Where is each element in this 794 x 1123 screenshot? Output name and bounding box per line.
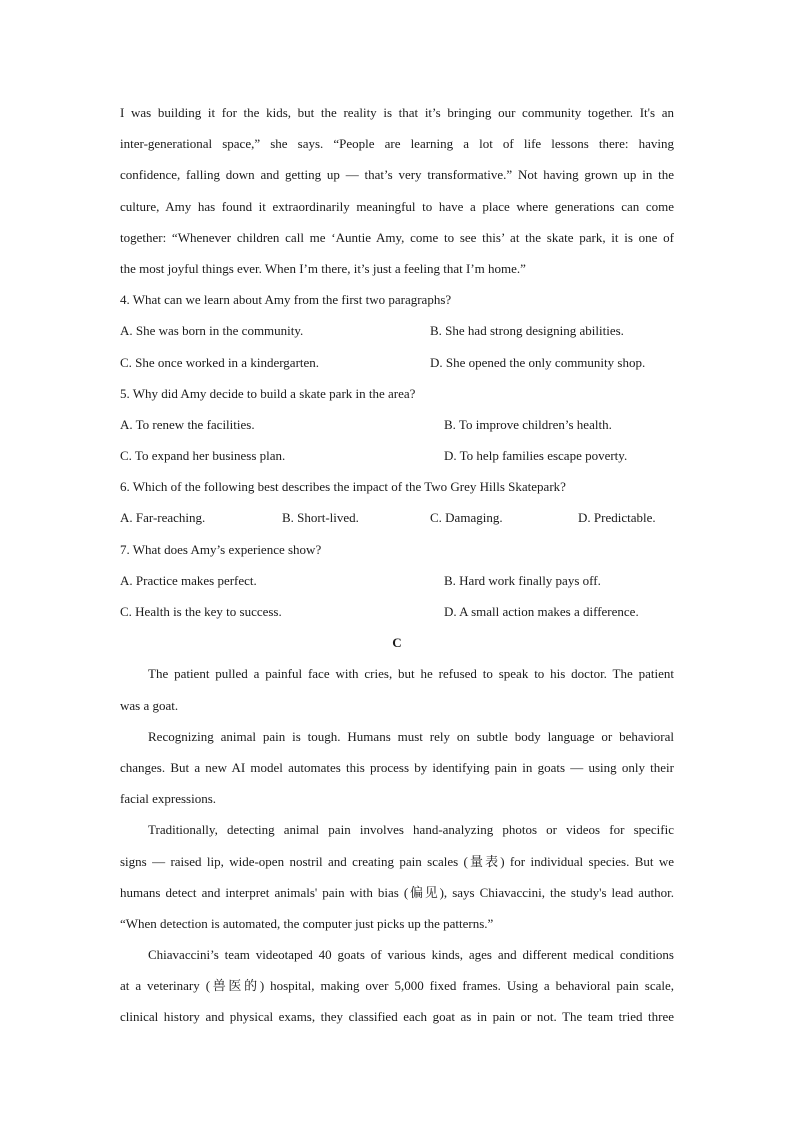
question-5: [120, 378, 674, 472]
option-b: B. Hard work finally pays off.: [444, 572, 601, 588]
paragraph-line: humans detect and interpret animals' pain with bias (偏见), says Chiavaccini, the study's lead author.: [120, 884, 674, 900]
paragraph-line: at a veterinary (兽医的) hospital, making over 5,000 fixed frames. Using a behavioral pain scale,: [120, 978, 674, 994]
option-d: D. A small action makes a difference.: [444, 604, 639, 619]
paragraph-line: culture, Amy has found it extraordinarily meaningful to have a place where generations can come: [120, 198, 674, 214]
paragraph-line: inter-generational space,” she says. “People are learning a lot of life lessons there: having: [120, 136, 674, 152]
paragraph-line: changes. But a new AI model automates this process by identifying pain in goats — using only their: [120, 759, 674, 775]
paragraph-line: Traditionally, detecting animal pain involves hand-analyzing photos or videos for specific: [148, 822, 674, 838]
paragraph-line: The patient pulled a painful face with cries, but he refused to speak to his doctor. The patient: [148, 666, 674, 682]
option-row: [120, 315, 674, 346]
paragraph-line: was a goat.: [120, 697, 179, 713]
passage-c: [120, 658, 674, 1032]
passage-b-continuation: [120, 97, 674, 284]
question-stem: 4. What can we learn about Amy from the first two paragraphs?: [120, 292, 452, 308]
paragraph-line: together: “Whenever children call me ‘Auntie Amy, come to see this’ at the skate park, it is one of: [120, 229, 674, 245]
paragraph-line: “When detection is automated, the computer just picks up the patterns.”: [120, 915, 494, 931]
paragraph-line: confidence, falling down and getting up — that’s very transformative.” Not having grown up in the: [120, 167, 674, 183]
paragraph-line: I was building it for the kids, but the reality is that it’s bringing our community together. It's an: [120, 105, 674, 120]
option-row: [120, 440, 674, 471]
option-row: [120, 347, 674, 378]
paragraph-line: Chiavaccini’s team videotaped 40 goats of various kinds, ages and different medical conditions: [148, 947, 674, 963]
question-stem: 5. Why did Amy decide to build a skate park in the area?: [120, 385, 416, 401]
document-page: [120, 97, 674, 1033]
question-4: [120, 284, 674, 378]
option-a: A. She was born in the community.: [120, 323, 304, 339]
option-a: A. To renew the facilities.: [120, 416, 255, 432]
paragraph-line: Recognizing animal pain is tough. Humans must rely on subtle body language or behavioral: [148, 728, 674, 744]
option-row: [120, 596, 674, 627]
paragraph-line: clinical history and physical exams, they classified each goat as in pain or not. The team tried three: [120, 1009, 674, 1025]
question-7: [120, 534, 674, 628]
paragraph-line: facial expressions.: [120, 791, 217, 807]
option-a: A. Practice makes perfect.: [120, 572, 257, 588]
option-c: C. Health is the key to success.: [120, 604, 282, 619]
option-row: [120, 502, 674, 533]
option-c: C. She once worked in a kindergarten.: [120, 354, 320, 370]
option-d: D. To help families escape poverty.: [444, 448, 628, 464]
option-b: B. She had strong designing abilities.: [430, 323, 624, 339]
option-a: A. Far-reaching.: [120, 510, 206, 526]
option-c: C. To expand her business plan.: [120, 448, 286, 464]
option-b: B. Short-lived.: [282, 510, 359, 526]
question-stem: 7. What does Amy’s experience show?: [120, 541, 322, 557]
section-heading: C: [392, 635, 402, 651]
paragraph-line: signs — raised lip, wide-open nostril and creating pain scales (量表) for individual species. But we: [120, 853, 674, 869]
question-stem: 6. Which of the following best describes the impact of the Two Grey Hills Skatepark?: [120, 479, 566, 495]
question-6: [120, 471, 674, 533]
option-b: B. To improve children’s health.: [444, 416, 612, 432]
option-d: D. She opened the only community shop.: [430, 354, 646, 370]
option-row: [120, 409, 674, 440]
option-c: C. Damaging.: [430, 510, 503, 526]
option-row: [120, 565, 674, 596]
option-d: D. Predictable.: [578, 510, 656, 526]
paragraph-line: the most joyful things ever. When I’m there, it’s just a feeling that I’m home.”: [120, 260, 526, 276]
